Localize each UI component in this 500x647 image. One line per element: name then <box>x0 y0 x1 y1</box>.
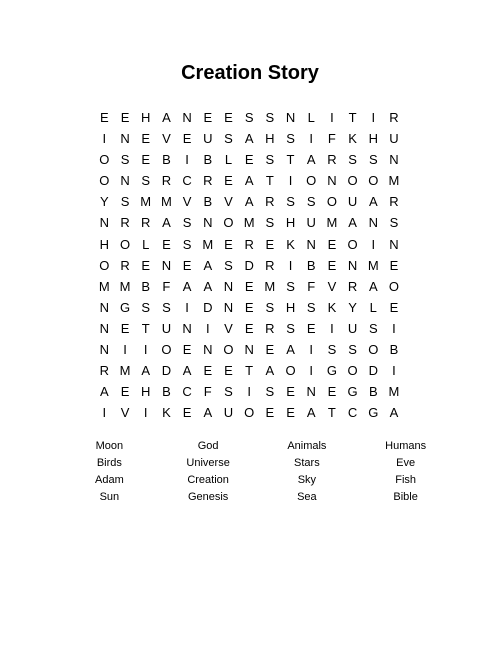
grid-letter: E <box>141 257 151 273</box>
grid-letter: O <box>99 152 110 168</box>
grid-letter: I <box>102 405 107 421</box>
grid-letter: I <box>288 257 293 273</box>
grid-letter: C <box>182 384 192 400</box>
grid-letter: D <box>161 363 172 379</box>
grid-letter: V <box>224 194 233 210</box>
grid-letter: S <box>348 152 357 168</box>
grid-letter: S <box>265 152 275 168</box>
grid-letter: N <box>120 131 130 147</box>
grid-letter: I <box>288 173 293 189</box>
grid-letter: F <box>307 278 316 294</box>
grid-letter: F <box>162 278 171 294</box>
grid-letter: G <box>119 299 131 315</box>
grid-letter: I <box>371 110 376 125</box>
grid-letter: S <box>120 152 130 168</box>
grid-letter: A <box>389 405 399 421</box>
grid-letter: R <box>265 257 275 273</box>
grid-letter: E <box>327 236 337 252</box>
grid-letter: T <box>245 363 254 379</box>
grid-letter: B <box>203 152 213 168</box>
grid-letter: S <box>224 384 233 400</box>
grid-letter: A <box>162 110 171 125</box>
grid-letter: R <box>265 194 275 210</box>
grid-letter: I <box>309 342 314 358</box>
grid-letter: I <box>123 342 127 358</box>
grid-letter: O <box>347 363 358 379</box>
grid-letter: E <box>224 110 233 125</box>
grid-letter: B <box>162 384 171 400</box>
grid-letter: M <box>119 363 131 379</box>
grid-letter: O <box>119 236 131 252</box>
grid-letter: B <box>368 384 378 400</box>
word-list-item: Animals <box>287 440 327 452</box>
grid-letter: I <box>330 110 334 125</box>
grid-letter: R <box>389 110 399 125</box>
grid-letter: O <box>368 342 379 358</box>
grid-letter: A <box>182 278 192 294</box>
word-list-item: Eve <box>396 457 416 469</box>
grid-letter: O <box>347 236 358 252</box>
grid-letter: A <box>368 194 378 210</box>
grid-letter: R <box>141 215 151 231</box>
grid-letter: S <box>286 320 295 336</box>
grid-letter: E <box>244 152 254 168</box>
grid-letter: H <box>368 131 378 147</box>
grid-letter: S <box>224 257 233 273</box>
grid-letter: S <box>141 173 151 189</box>
grid-letter: A <box>286 342 295 358</box>
grid-letter: S <box>286 131 295 147</box>
grid-letter: N <box>389 236 399 252</box>
grid-letter: H <box>141 384 151 400</box>
grid-letter: C <box>347 405 358 421</box>
grid-letter: T <box>348 110 357 125</box>
grid-letter: R <box>347 278 358 294</box>
grid-letter: S <box>368 320 378 336</box>
grid-letter: E <box>224 363 233 379</box>
grid-letter: S <box>182 215 192 231</box>
grid-letter: V <box>120 405 130 421</box>
grid-letter: R <box>265 320 275 336</box>
grid-letter: M <box>367 257 379 273</box>
grid-letter: E <box>141 131 151 147</box>
word-list-item: Humans <box>385 440 427 452</box>
grid-letter: E <box>182 342 192 358</box>
grid-letter: S <box>265 384 275 400</box>
grid-letter: E <box>306 320 316 336</box>
word-list-item: Bible <box>393 491 418 503</box>
grid-letter: S <box>244 110 254 125</box>
grid-letter: E <box>286 405 295 421</box>
grid-letter: A <box>141 363 151 379</box>
grid-letter: B <box>162 152 171 168</box>
grid-letter: E <box>244 299 254 315</box>
grid-letter: N <box>306 236 316 252</box>
word-list-item: God <box>197 440 219 452</box>
grid-letter: N <box>120 173 130 189</box>
grid-letter: U <box>389 131 399 147</box>
grid-letter: S <box>162 299 171 315</box>
grid-letter: L <box>142 236 150 252</box>
grid-letter: N <box>99 299 110 315</box>
grid-letter: I <box>247 384 251 400</box>
grid-letter: U <box>203 131 213 147</box>
grid-letter: O <box>223 342 234 358</box>
grid-letter: A <box>368 278 378 294</box>
grid-letter: O <box>99 257 110 273</box>
grid-letter: K <box>286 236 295 252</box>
grid-letter: O <box>306 173 317 189</box>
grid-letter: R <box>389 194 399 210</box>
grid-letter: E <box>286 384 295 400</box>
grid-letter: D <box>203 299 213 315</box>
grid-letter: N <box>244 342 254 358</box>
grid-letter: O <box>285 363 296 379</box>
grid-letter: I <box>185 152 189 168</box>
grid-letter: N <box>285 110 296 125</box>
grid-letter: T <box>141 320 150 336</box>
grid-letter: S <box>120 194 130 210</box>
grid-letter: A <box>306 405 316 421</box>
grid-letter: R <box>203 173 213 189</box>
grid-letter: E <box>265 405 275 421</box>
grid-letter: V <box>162 131 171 147</box>
grid-letter: N <box>223 299 234 315</box>
grid-letter: N <box>223 278 234 294</box>
letter-grid <box>94 107 404 423</box>
grid-letter: R <box>120 215 130 231</box>
word-list-item: Moon <box>95 440 124 452</box>
grid-letter: A <box>244 173 254 189</box>
grid-letter: M <box>98 278 110 294</box>
grid-letter: S <box>286 194 295 210</box>
grid-letter: E <box>182 257 192 273</box>
grid-letter: L <box>224 152 233 168</box>
grid-letter: O <box>99 173 110 189</box>
word-list-item: Genesis <box>187 491 229 503</box>
grid-letter: H <box>265 131 275 147</box>
grid-letter: I <box>102 131 107 147</box>
grid-letter: M <box>202 236 214 252</box>
grid-letter: S <box>141 299 151 315</box>
grid-letter: N <box>182 320 192 336</box>
grid-letter: N <box>368 215 378 231</box>
grid-letter: M <box>264 278 276 294</box>
grid-letter: S <box>389 215 399 231</box>
grid-letter: O <box>161 342 172 358</box>
grid-letter: K <box>162 405 171 421</box>
grid-letter: S <box>327 342 337 358</box>
grid-letter: R <box>327 152 337 168</box>
grid-letter: A <box>265 363 275 379</box>
grid-letter: D <box>368 363 378 379</box>
word-list-item: Birds <box>96 457 122 469</box>
grid-letter: A <box>100 384 109 400</box>
grid-letter: E <box>244 278 254 294</box>
grid-letter: E <box>182 131 192 147</box>
grid-letter: B <box>389 342 399 358</box>
grid-letter: I <box>185 299 189 315</box>
grid-letter: A <box>348 215 357 231</box>
grid-letter: E <box>141 152 151 168</box>
grid-letter: O <box>388 278 400 294</box>
grid-letter: N <box>182 110 192 125</box>
grid-letter: S <box>265 110 275 125</box>
grid-letter: S <box>182 236 192 252</box>
grid-letter: A <box>162 215 171 231</box>
grid-letter: A <box>244 194 254 210</box>
grid-letter: S <box>265 299 275 315</box>
grid-letter: M <box>243 215 255 231</box>
grid-letter: V <box>182 194 192 210</box>
grid-letter: B <box>203 194 213 210</box>
grid-letter: O <box>347 173 358 189</box>
grid-letter: H <box>99 236 110 252</box>
grid-letter: R <box>244 236 254 252</box>
grid-letter: M <box>388 173 400 189</box>
word-list-item: Sun <box>99 491 120 503</box>
grid-letter: E <box>327 257 337 273</box>
word-list-item: Fish <box>395 474 417 486</box>
grid-letter: E <box>203 110 213 125</box>
grid-letter: O <box>223 215 234 231</box>
grid-letter: T <box>327 405 336 421</box>
grid-letter: E <box>265 342 275 358</box>
grid-letter: E <box>182 405 192 421</box>
grid-letter: U <box>223 405 234 421</box>
grid-letter: E <box>224 173 233 189</box>
grid-letter: I <box>309 131 314 147</box>
grid-letter: A <box>203 257 213 273</box>
grid-letter: V <box>327 278 337 294</box>
grid-letter: I <box>143 342 148 358</box>
grid-letter: S <box>286 278 295 294</box>
grid-letter: R <box>161 173 172 189</box>
grid-letter: R <box>120 257 130 273</box>
grid-letter: I <box>392 320 396 336</box>
grid-letter: H <box>141 110 151 125</box>
grid-letter: U <box>347 194 358 210</box>
grid-letter: F <box>203 384 212 400</box>
grid-letter: D <box>244 257 254 273</box>
grid-letter: V <box>224 320 233 336</box>
grid-letter: G <box>368 405 379 421</box>
grid-letter: A <box>203 278 213 294</box>
grid-letter: F <box>327 131 336 147</box>
grid-letter: B <box>306 257 316 273</box>
grid-letter: I <box>330 320 334 336</box>
grid-letter: L <box>307 110 315 125</box>
grid-letter: N <box>306 384 316 400</box>
word-list-item: Universe <box>186 457 230 469</box>
grid-letter: S <box>368 152 378 168</box>
grid-letter: M <box>119 278 131 294</box>
grid-letter: C <box>182 173 192 189</box>
grid-letter: I <box>392 363 396 379</box>
grid-letter: E <box>120 320 130 336</box>
grid-letter: M <box>160 194 172 210</box>
grid-letter: A <box>182 363 192 379</box>
grid-letter: E <box>389 257 399 273</box>
grid-letter: U <box>347 320 358 336</box>
grid-letter: R <box>99 363 110 379</box>
grid-letter: S <box>306 299 316 315</box>
grid-letter: G <box>347 384 358 400</box>
word-list-item: Creation <box>187 474 229 486</box>
grid-letter: N <box>203 215 213 231</box>
grid-letter: E <box>162 236 171 252</box>
word-list-item: Sky <box>297 474 317 486</box>
grid-letter: E <box>100 110 109 125</box>
grid-letter: B <box>141 278 151 294</box>
grid-letter: O <box>368 173 379 189</box>
grid-letter: N <box>161 257 172 273</box>
grid-letter: M <box>388 384 400 400</box>
grid-letter: A <box>244 131 254 147</box>
grid-letter: U <box>306 215 316 231</box>
grid-letter: N <box>99 215 110 231</box>
grid-letter: I <box>371 236 376 252</box>
puzzle-title: Creation Story <box>181 62 319 84</box>
word-list <box>60 438 455 506</box>
grid-letter: S <box>265 215 275 231</box>
grid-letter: I <box>143 405 148 421</box>
grid-letter: E <box>120 384 130 400</box>
grid-letter: H <box>285 299 296 315</box>
grid-letter: E <box>224 236 233 252</box>
grid-letter: T <box>286 152 295 168</box>
grid-letter: N <box>389 152 399 168</box>
grid-letter: S <box>348 342 357 358</box>
grid-letter: L <box>369 299 377 315</box>
grid-letter: G <box>326 363 337 379</box>
grid-letter: K <box>348 131 357 147</box>
grid-letter: N <box>99 320 110 336</box>
grid-letter: E <box>265 236 275 252</box>
grid-letter: I <box>309 363 314 379</box>
grid-letter: A <box>203 405 213 421</box>
word-list-item: Stars <box>294 457 320 469</box>
grid-letter: E <box>244 320 254 336</box>
grid-letter: S <box>224 131 233 147</box>
grid-letter: S <box>306 194 316 210</box>
word-list-item: Sea <box>297 491 317 503</box>
grid-letter: T <box>265 173 274 189</box>
grid-letter: O <box>244 405 255 421</box>
grid-letter: N <box>203 342 213 358</box>
grid-letter: N <box>347 257 358 273</box>
grid-letter: E <box>120 110 130 125</box>
grid-letter: A <box>306 152 316 168</box>
grid-letter: M <box>140 194 152 210</box>
grid-letter: H <box>285 215 296 231</box>
grid-letter: I <box>205 320 210 336</box>
grid-letter: N <box>327 173 337 189</box>
word-list-item: Adam <box>95 474 124 486</box>
grid-letter: E <box>203 363 213 379</box>
grid-letter: Y <box>348 299 357 315</box>
grid-letter: Y <box>100 194 109 210</box>
grid-letter: E <box>327 384 337 400</box>
grid-letter: E <box>389 299 399 315</box>
grid-letter: U <box>161 320 172 336</box>
grid-letter: M <box>326 215 338 231</box>
grid-letter: N <box>99 342 110 358</box>
grid-letter: K <box>327 299 337 315</box>
grid-letter: O <box>326 194 337 210</box>
